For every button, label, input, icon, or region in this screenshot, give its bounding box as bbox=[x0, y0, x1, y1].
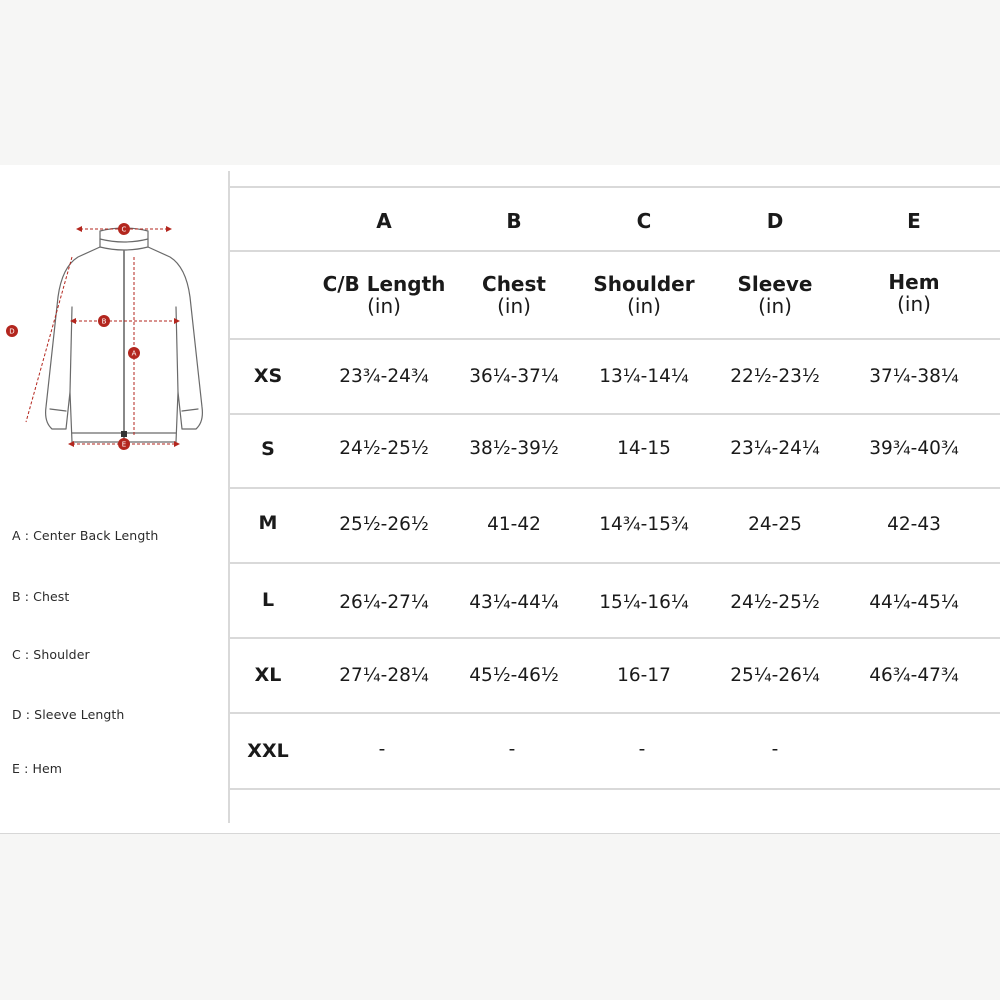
legend-item-e: E : Hem bbox=[12, 761, 63, 776]
table-cell: - bbox=[771, 739, 779, 760]
size-chart-card bbox=[0, 165, 1000, 834]
table-cell: 27¼-28¼ bbox=[339, 665, 429, 686]
table-cell: 16-17 bbox=[617, 665, 671, 686]
table-cell: 38½-39½ bbox=[469, 438, 559, 459]
table-cell: 14¾-15¾ bbox=[599, 514, 689, 535]
table-cell: 23¼-24¼ bbox=[730, 438, 820, 459]
table-cell: 22½-23½ bbox=[730, 366, 820, 387]
table-cell: 13¼-14¼ bbox=[599, 366, 689, 387]
column-letter-c: C bbox=[636, 209, 652, 233]
column-header-sleeve bbox=[700, 273, 850, 317]
table-cell: 43¼-44¼ bbox=[469, 592, 559, 613]
row-divider bbox=[230, 186, 1000, 188]
table-cell: 25½-26½ bbox=[339, 514, 429, 535]
row-size-s: S bbox=[261, 438, 275, 460]
column-header-hem bbox=[839, 271, 989, 315]
column-name: Chest bbox=[482, 272, 546, 296]
row-divider bbox=[230, 413, 1000, 415]
table-cell: 45½-46½ bbox=[469, 665, 559, 686]
column-unit: (in) bbox=[897, 292, 931, 316]
row-size-xs: XS bbox=[253, 365, 283, 387]
legend-item-a: A : Center Back Length bbox=[12, 528, 159, 543]
marker-e-label: E bbox=[121, 440, 127, 449]
row-divider bbox=[230, 487, 1000, 489]
size-table bbox=[230, 165, 1000, 833]
column-header-cb-length bbox=[309, 273, 459, 317]
column-header-chest bbox=[439, 273, 589, 317]
table-cell: 37¼-38¼ bbox=[869, 366, 959, 387]
column-letter-b: B bbox=[506, 209, 522, 233]
table-cell: - bbox=[508, 739, 516, 760]
column-unit: (in) bbox=[627, 294, 661, 318]
table-cell: 46¾-47¾ bbox=[869, 665, 959, 686]
marker-c-label: C bbox=[121, 225, 127, 234]
table-cell: 24½-25½ bbox=[339, 438, 429, 459]
table-cell: - bbox=[638, 739, 646, 760]
legend-item-d: D : Sleeve Length bbox=[12, 707, 125, 722]
marker-a-label: A bbox=[131, 349, 137, 358]
row-divider bbox=[230, 250, 1000, 252]
row-size-l: L bbox=[261, 589, 275, 611]
table-cell: 25¼-26¼ bbox=[730, 665, 820, 686]
table-cell: 42-43 bbox=[887, 514, 941, 535]
column-name: Sleeve bbox=[737, 272, 813, 296]
row-size-xxl: XXL bbox=[247, 740, 289, 762]
table-cell: 24-25 bbox=[748, 514, 802, 535]
row-divider bbox=[230, 338, 1000, 340]
column-unit: (in) bbox=[367, 294, 401, 318]
column-name: Hem bbox=[888, 270, 940, 294]
legend-item-b: B : Chest bbox=[12, 589, 70, 604]
column-unit: (in) bbox=[758, 294, 792, 318]
column-header-shoulder bbox=[569, 273, 719, 317]
table-cell: 24½-25½ bbox=[730, 592, 820, 613]
row-divider bbox=[230, 712, 1000, 714]
table-cell: 41-42 bbox=[487, 514, 541, 535]
table-cell: 23¾-24¾ bbox=[339, 366, 429, 387]
row-divider bbox=[230, 637, 1000, 639]
table-cell: 39¾-40¾ bbox=[869, 438, 959, 459]
marker-d-label: D bbox=[9, 327, 15, 336]
column-letter-d: D bbox=[766, 209, 784, 233]
column-name: C/B Length bbox=[322, 272, 446, 296]
column-unit: (in) bbox=[497, 294, 531, 318]
row-divider bbox=[230, 788, 1000, 790]
measurement-legend bbox=[12, 165, 222, 833]
column-letter-a: A bbox=[376, 209, 392, 233]
legend-item-c: C : Shoulder bbox=[12, 647, 90, 662]
column-letter-e: E bbox=[907, 209, 921, 233]
row-size-xl: XL bbox=[254, 664, 282, 686]
table-cell: - bbox=[378, 739, 386, 760]
table-cell: 26¼-27¼ bbox=[339, 592, 429, 613]
table-cell: 44¼-45¼ bbox=[869, 592, 959, 613]
column-name: Shoulder bbox=[593, 272, 695, 296]
table-cell: 36¼-37¼ bbox=[469, 366, 559, 387]
row-size-m: M bbox=[258, 512, 278, 534]
table-cell: 15¼-16¼ bbox=[599, 592, 689, 613]
row-divider bbox=[230, 562, 1000, 564]
marker-b-label: B bbox=[101, 317, 107, 326]
table-cell: 14-15 bbox=[617, 438, 671, 459]
